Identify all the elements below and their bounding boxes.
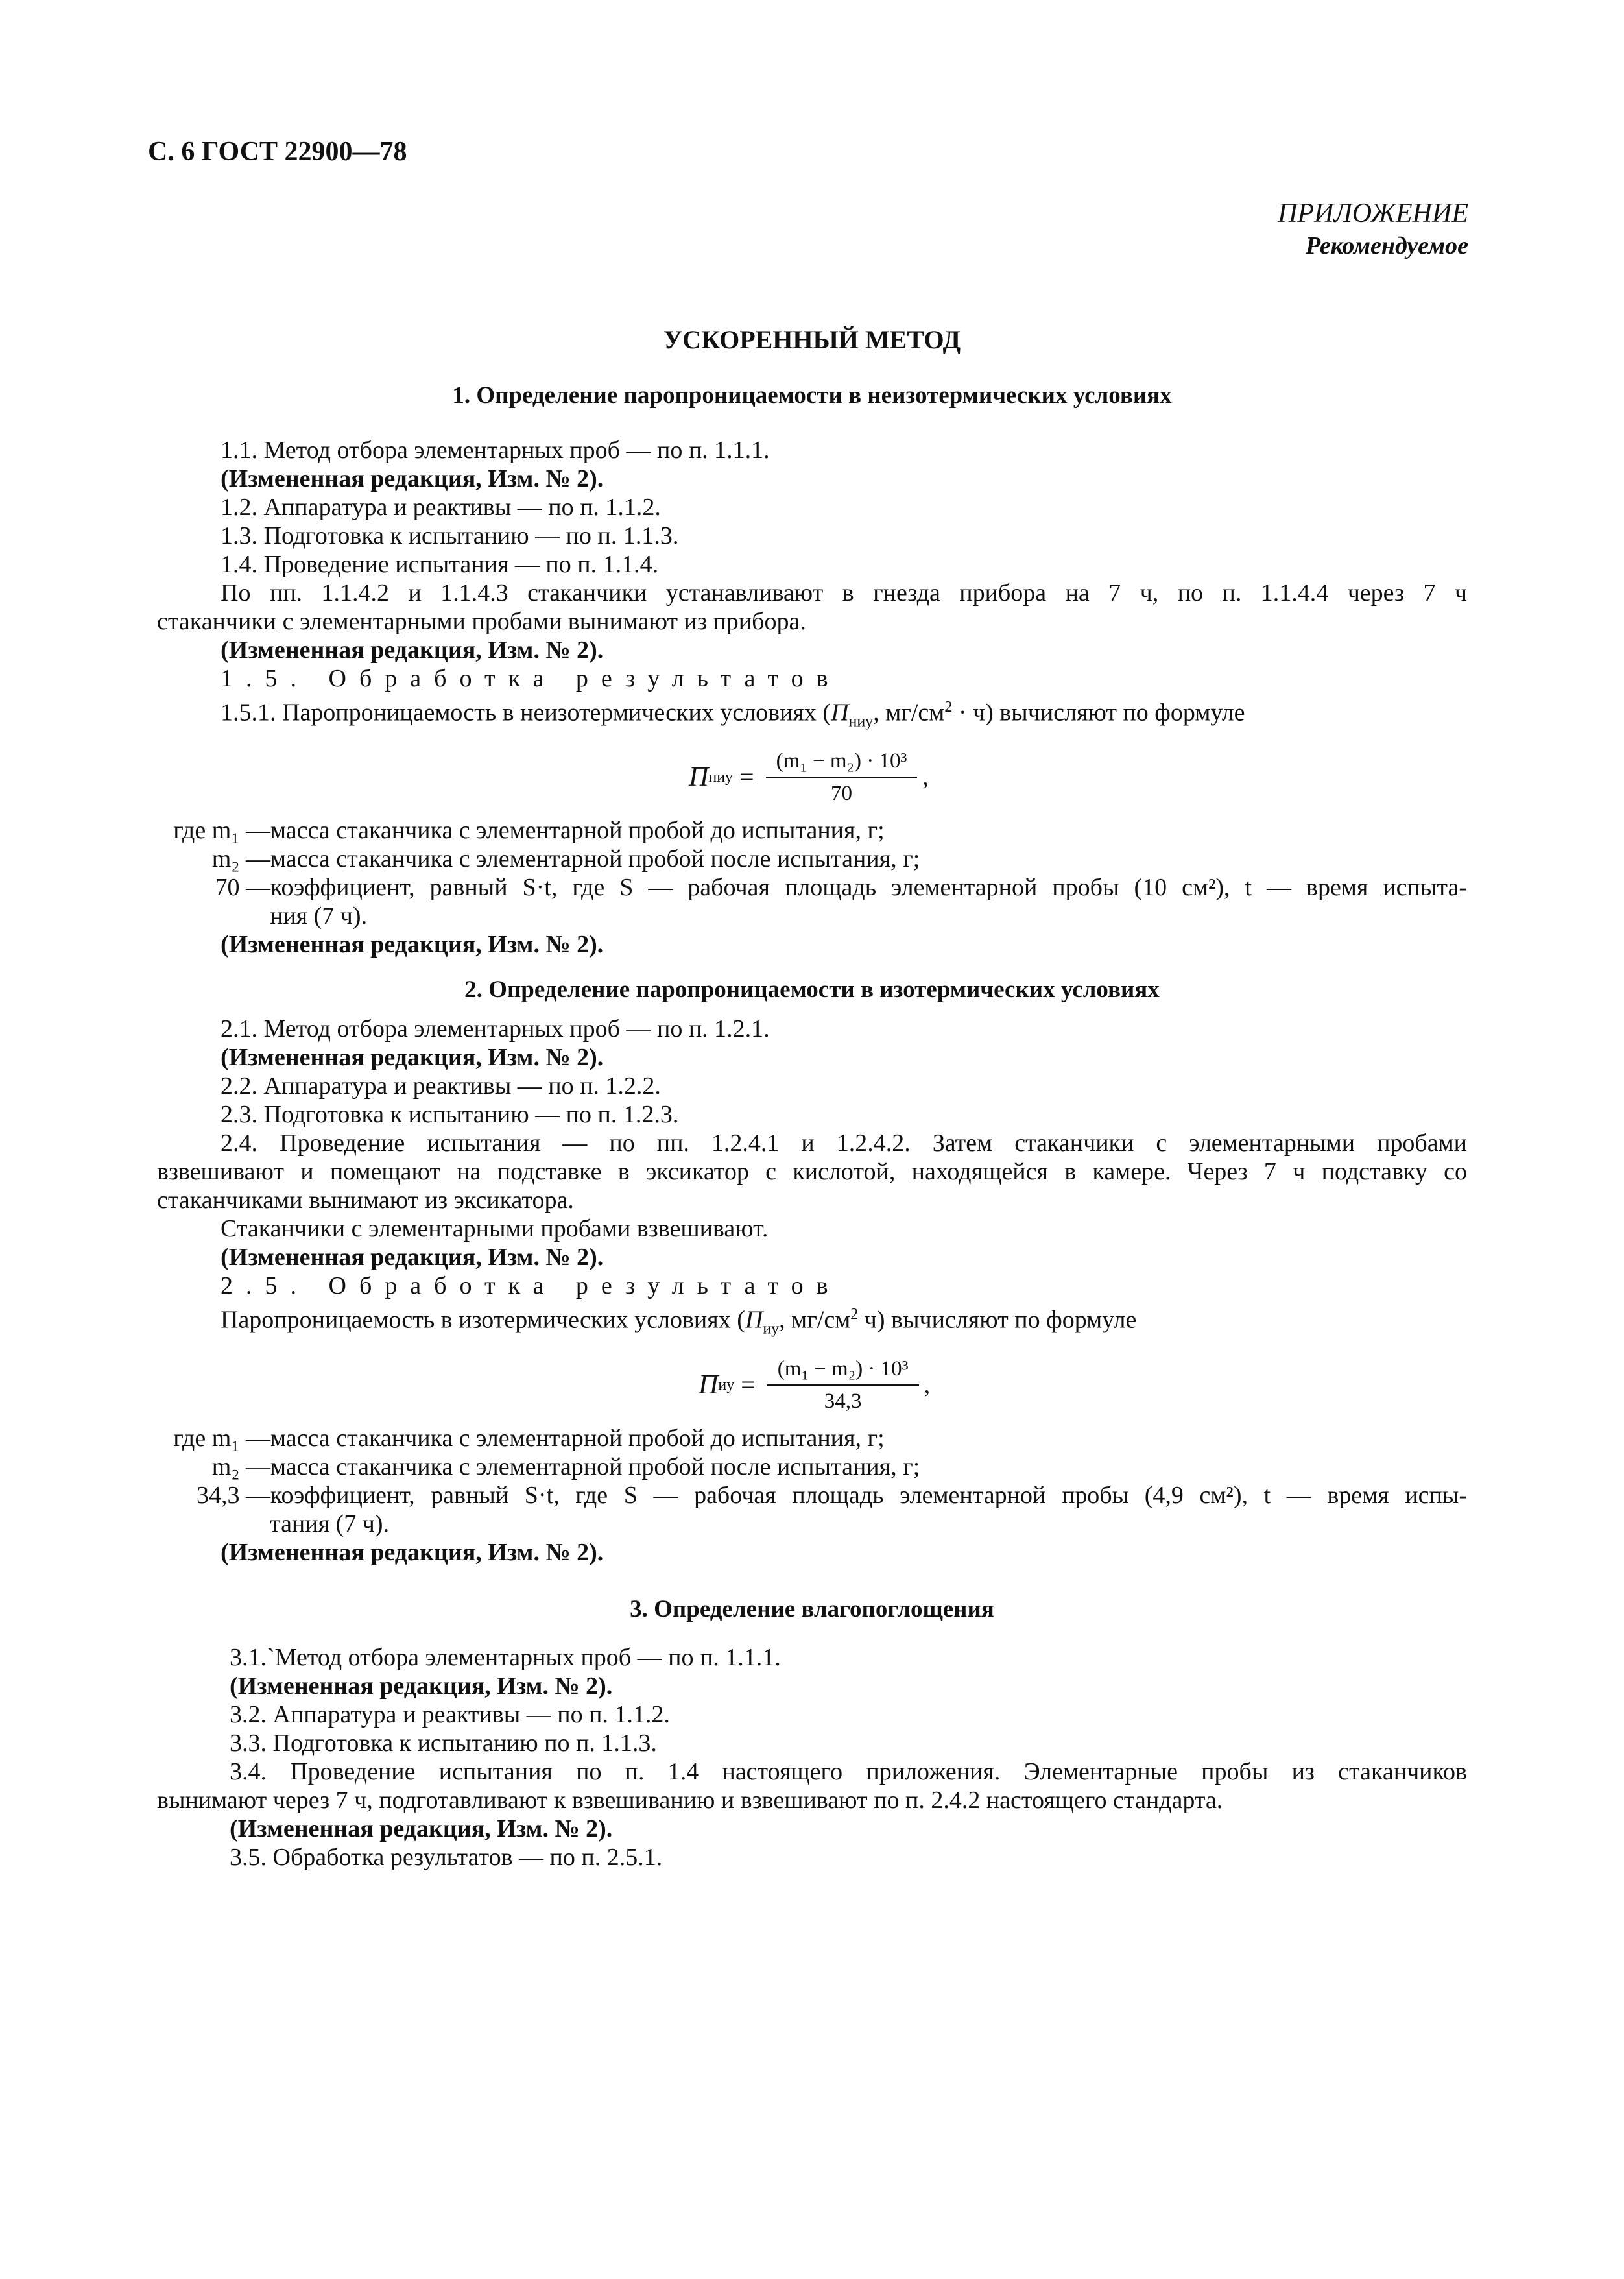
definition-m1 [157, 1424, 1467, 1453]
definition-text: масса стаканчика с элементарной пробой до испытания, г; [270, 817, 885, 845]
fraction-numerator: (m₁ − m₂) · 10³ [767, 1355, 919, 1386]
subscript: иу [763, 1320, 780, 1338]
appendix-status: Рекомендуемое [1305, 232, 1468, 259]
definition-key: m₂ — [211, 1453, 270, 1480]
definition-text: масса стаканчика с элементарной пробой после испытания, г; [270, 1453, 920, 1480]
amendment-note: (Измененная редакция, Изм. № 2). [221, 1044, 604, 1072]
fraction [767, 1355, 919, 1416]
formula-2: П иу = $\frac{\text{(m₁ − m₂) · 10³}}{34,3}$ , [157, 1353, 1467, 1417]
text-span: , мг/см [873, 699, 945, 727]
section-1-heading: 1. Определение паропроницаемости в неизотермических условиях [452, 382, 1172, 409]
appendix-label: ПРИЛОЖЕНИЕ [1278, 199, 1468, 228]
superscript: 2 [944, 699, 953, 716]
page-header: С. 6 ГОСТ 22900—78 [148, 137, 407, 167]
clause-2-2: 2.2. Аппаратура и реактивы — по п. 1.2.2. [221, 1072, 661, 1100]
superscript: 2 [850, 1306, 859, 1323]
paragraph-line: вынимают через 7 ч, подготавливают к взвешиванию и взвешивают по п. 2.4.2 настоящего стандарта. [157, 1786, 1223, 1814]
amendment-note: (Измененная редакция, Изм. № 2). [221, 931, 604, 959]
clause-1-4: 1.4. Проведение испытания — по п. 1.1.4. [221, 551, 659, 578]
definition-m2 [157, 845, 1467, 873]
text-span: · ч) вычисляют по формуле [952, 699, 1245, 727]
definition-key: m₂ — [211, 845, 270, 873]
text-span: ч) вычисляют по формуле [858, 1306, 1137, 1334]
definition-text: масса стаканчика с элементарной пробой до испытания, г; [270, 1424, 885, 1452]
definition-key: где m₁ — [173, 817, 270, 845]
paragraph-line: стаканчики с элементарными пробами вынимают из прибора. [157, 608, 806, 635]
amendment-note: (Измененная редакция, Изм. № 2). [230, 1672, 613, 1700]
formula-lhs: П [699, 1369, 719, 1400]
clause-1-5-1 [157, 693, 1467, 736]
formula-tail: , [924, 1371, 931, 1399]
section-2-heading: 2. Определение паропроницаемости в изотермических условиях [464, 976, 1160, 1004]
amendment-note: (Измененная редакция, Изм. № 2). [221, 636, 604, 664]
paragraph-line: По пп. 1.1.4.2 и 1.1.4.3 стаканчики устанавливают в гнезда прибора на 7 ч, по п. 1.1.4.4 через 7 ч [221, 579, 1467, 607]
symbol: П [831, 699, 849, 727]
amendment-note: (Измененная редакция, Изм. № 2). [230, 1815, 613, 1842]
clause-2-5: 2.5. Обработка результатов [221, 1272, 841, 1300]
definition-continuation: ния (7 ч). [270, 902, 368, 930]
clause-3-1: 3.1.`Метод отбора элементарных проб — по п. 1.1.1. [230, 1643, 781, 1671]
formula-lhs-sub: иу [718, 1376, 735, 1393]
definition-text: коэффициент, равный S·t, где S — рабочая площадь элементарной пробы (4,9 см²), t — время испы- [270, 1481, 1467, 1509]
formula-intro [157, 1300, 1467, 1343]
formula-1: П ниу = $\frac{\text{(m₁ − m₂) · 10³}}{70}$ , [157, 745, 1467, 810]
definition-70 [157, 873, 1467, 902]
formula-tail: , [922, 764, 929, 791]
fraction [766, 747, 918, 808]
clause-3-3: 3.3. Подготовка к испытанию по п. 1.1.3. [230, 1729, 657, 1757]
clause-1-1: 1.1. Метод отбора элементарных проб — по п. 1.1.1. [221, 437, 770, 464]
definition-text: коэффициент, равный S·t, где S — рабочая площадь элементарной пробы (10 см²), t — время испыта- [270, 874, 1467, 902]
definition-key: 34,3 — [197, 1481, 270, 1509]
formula-lhs: П [689, 762, 709, 793]
definition-continuation: тания (7 ч). [270, 1510, 390, 1537]
amendment-note: (Измененная редакция, Изм. № 2). [221, 465, 604, 492]
clause-2-3: 2.3. Подготовка к испытанию — по п. 1.2.3. [221, 1101, 679, 1129]
paragraph-line: стаканчиками вынимают из эксикатора. [157, 1187, 574, 1214]
definition-m2 [157, 1453, 1467, 1481]
definition-text: масса стаканчика с элементарной пробой после испытания, г; [270, 845, 920, 873]
clause-3-4: 3.4. Проведение испытания по п. 1.4 настоящего приложения. Элементарные пробы из стаканчиков [230, 1757, 1467, 1785]
definition-key: 70 — [215, 874, 270, 902]
text-span: , мг/см [779, 1306, 851, 1334]
amendment-note: (Измененная редакция, Изм. № 2). [221, 1538, 604, 1566]
clause-1-2: 1.2. Аппаратура и реактивы — по п. 1.1.2. [221, 494, 661, 521]
document-title: УСКОРЕННЫЙ МЕТОД [663, 325, 961, 354]
definition-key: где m₁ — [173, 1424, 270, 1452]
amendment-note: (Измененная редакция, Изм. № 2). [221, 1244, 604, 1272]
subscript: ниу [848, 713, 874, 730]
clause-1-3: 1.3. Подготовка к испытанию — по п. 1.1.3. [221, 522, 679, 549]
section-3-heading: 3. Определение влагопоглощения [630, 1595, 994, 1622]
clause-3-2: 3.2. Аппаратура и реактивы — по п. 1.1.2. [230, 1700, 670, 1728]
formula-lhs-sub: ниу [708, 769, 734, 786]
paragraph-line: Стаканчики с элементарными пробами взвешивают. [221, 1215, 769, 1243]
text-span: Паропроницаемость в изотермических условиях ( [221, 1306, 745, 1334]
fraction-numerator: (m₁ − m₂) · 10³ [766, 747, 918, 778]
clause-1-5: 1.5. Обработка результатов [221, 665, 841, 692]
clause-2-4: 2.4. Проведение испытания — по пп. 1.2.4.1 и 1.2.4.2. Затем стаканчики с элементарными пробами [221, 1129, 1467, 1157]
clause-2-1: 2.1. Метод отбора элементарных проб — по п. 1.2.1. [221, 1015, 770, 1043]
document-body [157, 381, 1467, 1872]
paragraph-line: взвешивают и помещают на подставке в эксикатор с кислотой, находящейся в камере. Через 7 ч подставку со [157, 1158, 1467, 1186]
clause-3-5: 3.5. Обработка результатов — по п. 2.5.1. [230, 1843, 663, 1871]
definition-m1 [157, 816, 1467, 845]
definition-34-3 [157, 1481, 1467, 1510]
text-span: 1.5.1. Паропроницаемость в неизотермических условиях ( [221, 699, 831, 727]
appendix-label-block [1278, 198, 1468, 260]
symbol: П [745, 1306, 763, 1334]
fraction-denominator: 34,3 [824, 1389, 862, 1413]
fraction-denominator: 70 [831, 782, 852, 806]
